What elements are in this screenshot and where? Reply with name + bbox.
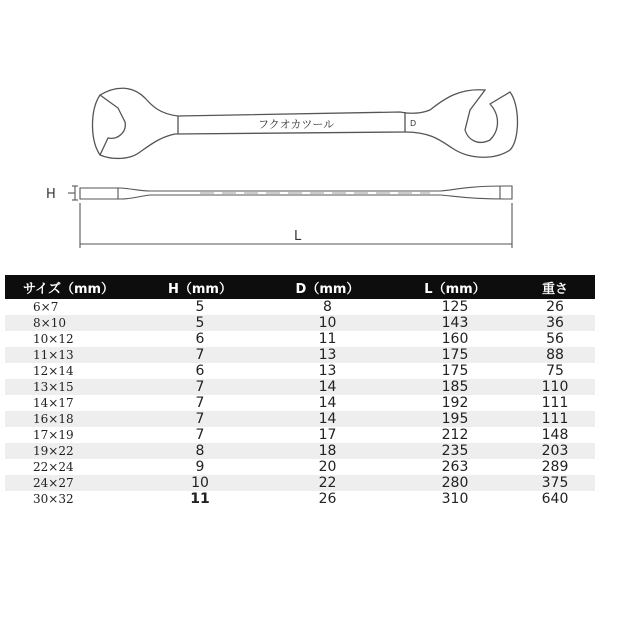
dim-l-label: L	[294, 229, 302, 244]
l-cell: 143	[441, 315, 469, 331]
table-row	[5, 475, 595, 491]
header-h: H（mm）	[168, 281, 232, 297]
h-cell: 8	[195, 443, 205, 459]
h-cell: 6	[195, 331, 205, 347]
wrench-side-view	[68, 186, 512, 200]
weight-cell: 148	[541, 427, 569, 443]
d-cell: 11	[318, 331, 337, 347]
table-row	[5, 379, 595, 395]
weight-cell: 289	[541, 459, 569, 475]
h-cell: 5	[195, 315, 205, 331]
l-cell: 235	[441, 443, 469, 459]
table-row	[5, 315, 595, 331]
weight-cell: 110	[541, 379, 569, 395]
size-cell: 14×17	[33, 396, 74, 410]
h-cell: 7	[195, 379, 205, 395]
d-cell: 14	[318, 411, 337, 427]
h-cell: 5	[195, 299, 205, 315]
table-row	[5, 395, 595, 411]
header-size: サイズ（mm）	[23, 281, 115, 297]
l-cell: 125	[441, 299, 469, 315]
weight-cell: 111	[541, 395, 569, 411]
table-row	[5, 491, 595, 507]
h-cell: 10	[191, 475, 209, 491]
d-cell: 17	[318, 427, 337, 443]
h-cell: 6	[195, 363, 205, 379]
l-cell: 185	[441, 379, 469, 395]
table-row	[5, 411, 595, 427]
d-cell: 26	[318, 491, 337, 507]
d-cell: 14	[318, 379, 337, 395]
size-cell: 10×12	[33, 332, 74, 346]
h-cell: 7	[195, 395, 205, 411]
dim-d-label: D	[410, 119, 417, 128]
d-cell: 13	[318, 363, 337, 379]
h-cell: 7	[195, 411, 205, 427]
size-cell: 30×32	[33, 492, 74, 506]
l-cell: 160	[441, 331, 469, 347]
l-cell: 195	[441, 411, 469, 427]
d-cell: 20	[318, 459, 337, 475]
weight-cell: 203	[541, 443, 569, 459]
header-weight: 重さ	[541, 281, 568, 297]
size-cell: 22×24	[33, 460, 74, 474]
d-cell: 22	[318, 475, 337, 491]
table-body	[5, 299, 595, 507]
l-cell: 175	[441, 363, 469, 379]
size-cell: 17×19	[33, 428, 74, 442]
table-row	[5, 363, 595, 379]
size-cell: 11×13	[33, 348, 74, 362]
table-row	[5, 331, 595, 347]
size-cell: 19×22	[33, 444, 74, 458]
weight-cell: 36	[546, 315, 564, 331]
d-cell: 14	[318, 395, 337, 411]
h-cell: 11	[190, 491, 210, 507]
spec-table	[5, 275, 595, 507]
l-cell: 263	[441, 459, 469, 475]
table-row	[5, 427, 595, 443]
table-header-row	[5, 275, 595, 299]
wrench-technical-drawing	[0, 0, 640, 270]
dim-h-label: H	[46, 187, 56, 202]
header-d: D（mm）	[295, 281, 360, 297]
weight-cell: 375	[541, 475, 569, 491]
weight-cell: 75	[546, 363, 564, 379]
brand-label: フクオカツール	[258, 118, 335, 131]
header-l: L（mm）	[424, 281, 486, 297]
d-cell: 13	[318, 347, 337, 363]
h-cell: 7	[195, 427, 205, 443]
table-row	[5, 459, 595, 475]
table-row	[5, 347, 595, 363]
h-cell: 9	[195, 459, 205, 475]
l-cell: 280	[441, 475, 469, 491]
table-row	[5, 299, 595, 315]
d-cell: 10	[318, 315, 337, 331]
d-cell: 8	[323, 299, 332, 315]
weight-cell: 111	[541, 411, 569, 427]
size-cell: 12×14	[33, 364, 74, 378]
size-cell: 24×27	[33, 476, 74, 490]
l-cell: 310	[441, 491, 469, 507]
l-cell: 175	[441, 347, 469, 363]
l-cell: 212	[441, 427, 469, 443]
weight-cell: 26	[546, 299, 564, 315]
l-cell: 192	[441, 395, 469, 411]
size-cell: 16×18	[33, 412, 74, 426]
table-row	[5, 443, 595, 459]
size-cell: 13×15	[33, 380, 74, 394]
d-cell: 18	[318, 443, 337, 459]
weight-cell: 88	[546, 347, 564, 363]
weight-cell: 640	[541, 491, 569, 507]
weight-cell: 56	[546, 331, 564, 347]
size-cell: 6×7	[33, 300, 59, 314]
h-cell: 7	[195, 347, 205, 363]
size-cell: 8×10	[33, 316, 66, 330]
